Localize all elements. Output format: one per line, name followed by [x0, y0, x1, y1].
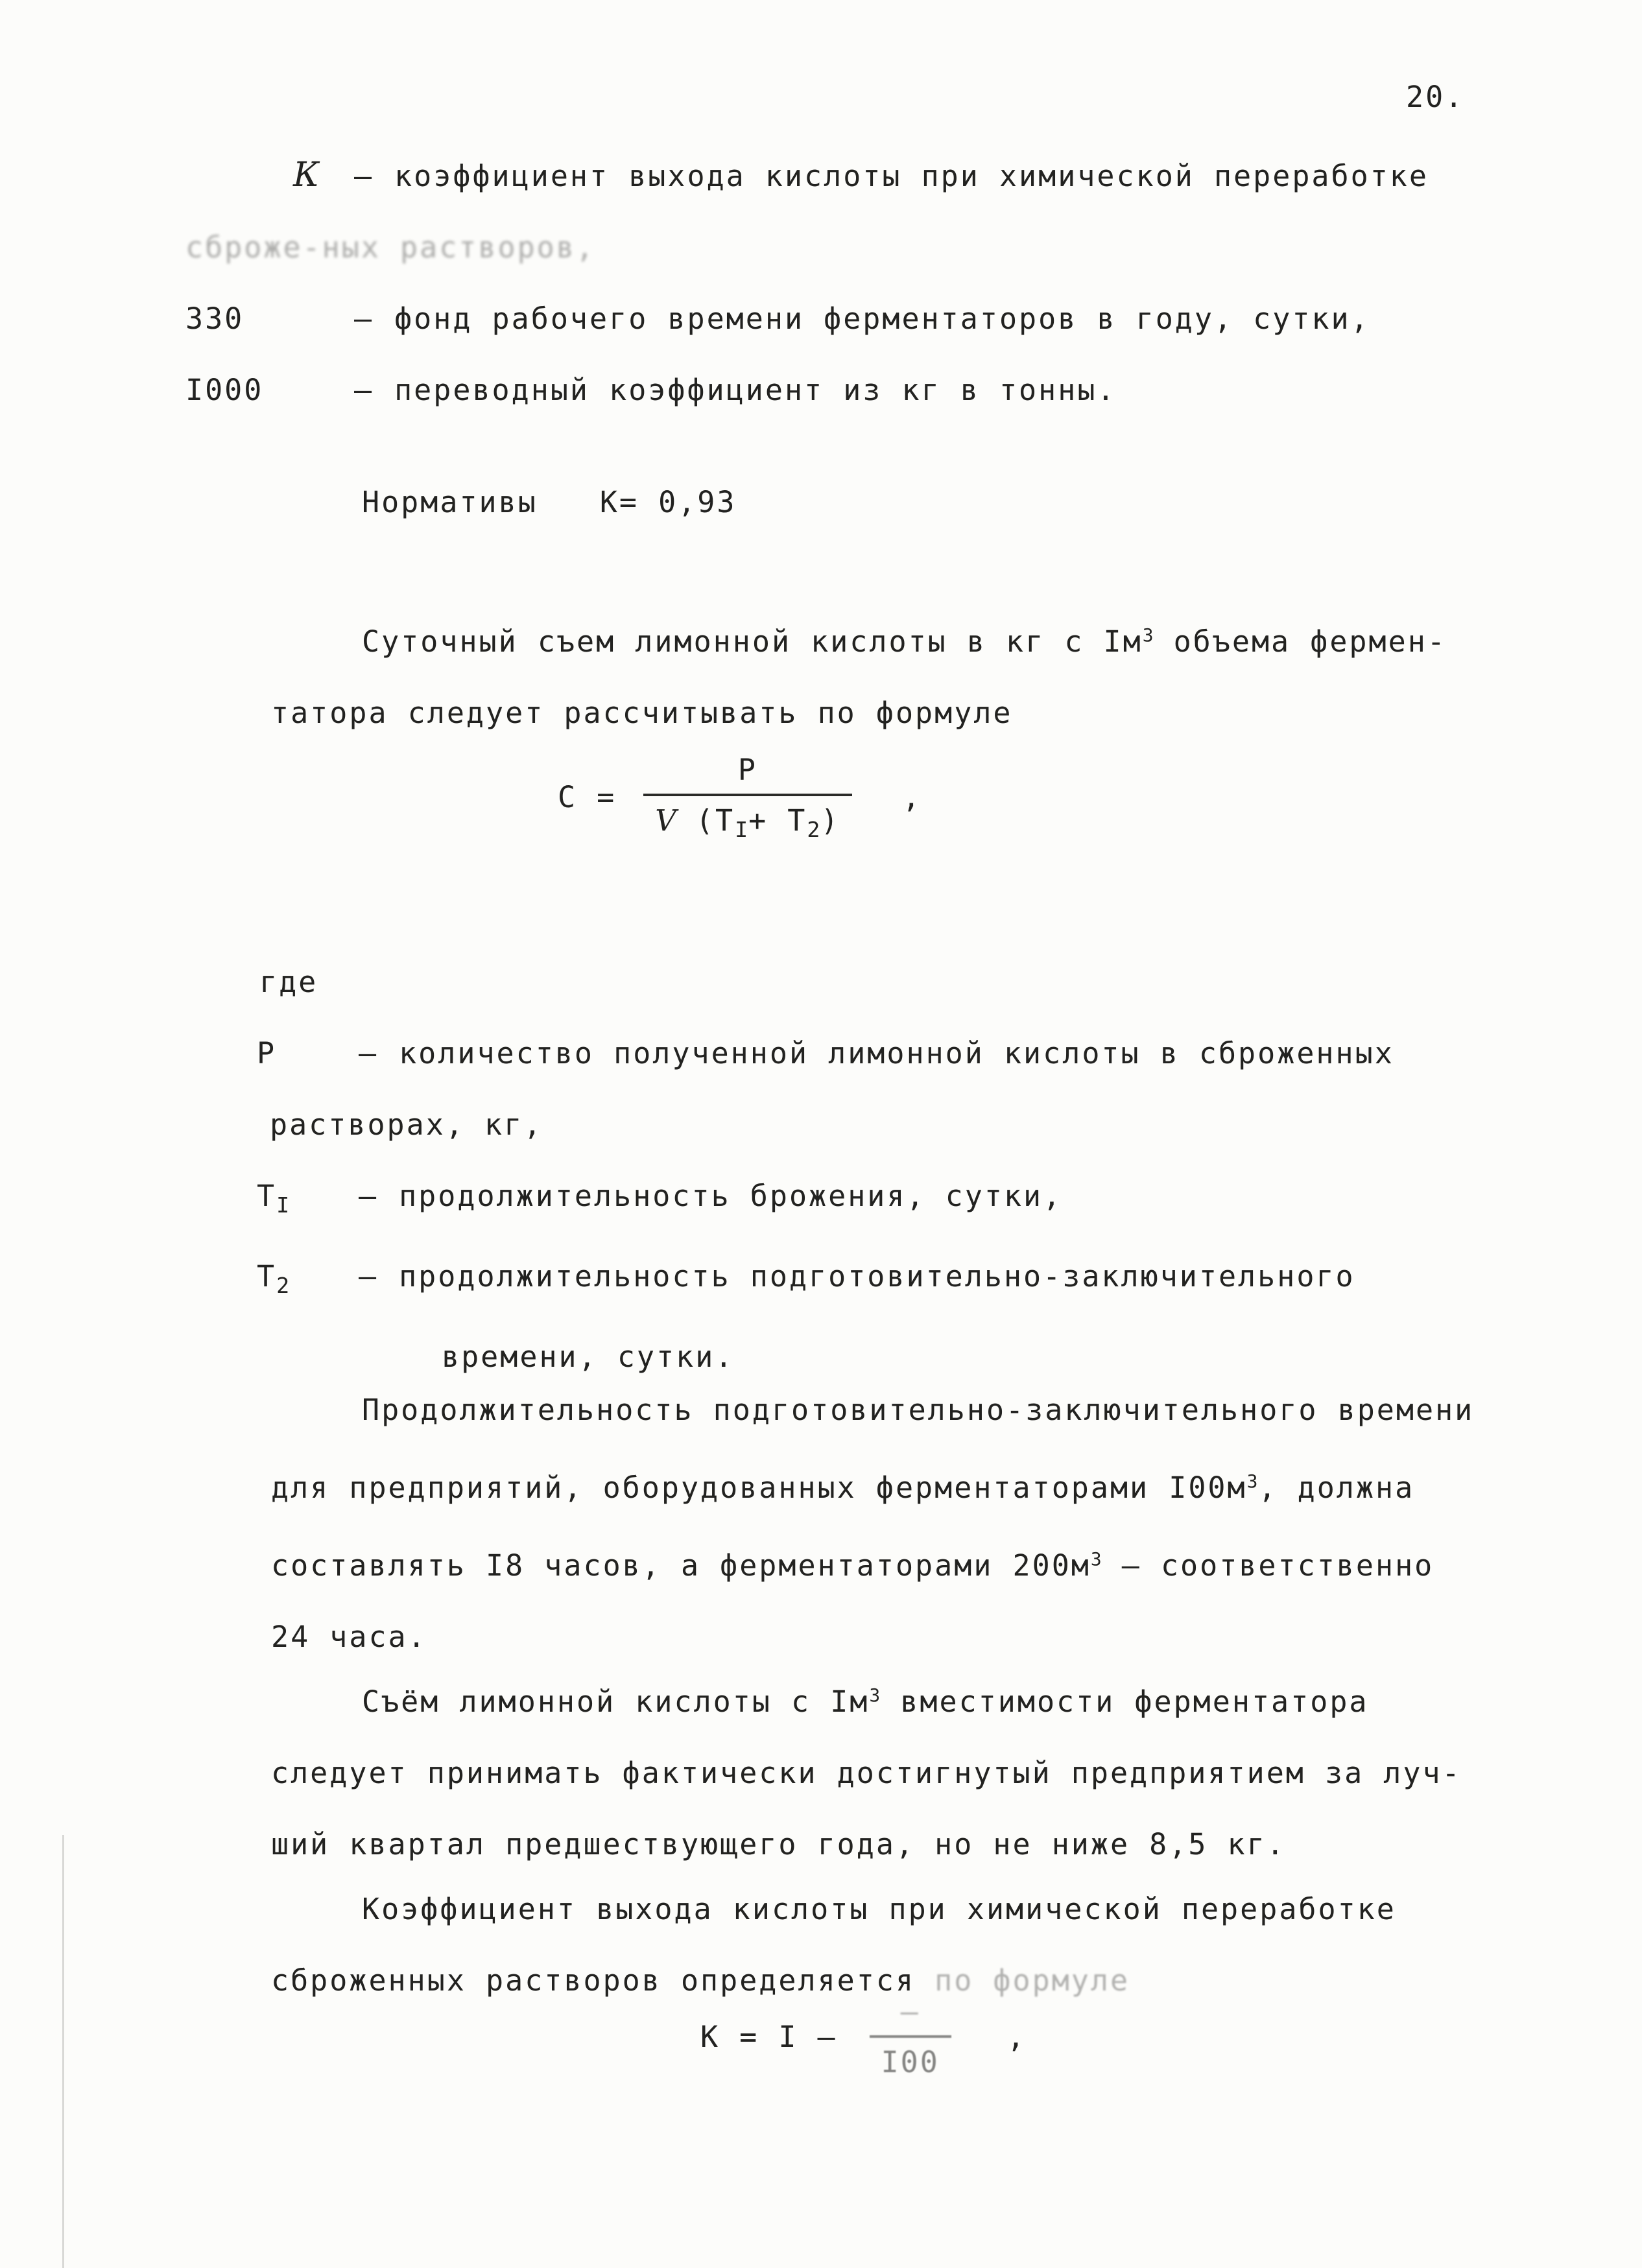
paragraph-duration	[271, 1375, 1474, 1673]
duration-text-a: для предприятий, оборудованных ферментаторами I00м	[271, 1471, 1247, 1505]
definition-k	[185, 139, 1429, 212]
koef-text-a: сброженных растворов определяется	[271, 1963, 935, 1998]
formula1-comma: ,	[902, 780, 922, 815]
definition-t2-text: продолжительность подготовительно-заключительного	[399, 1259, 1355, 1293]
subscript-1: I	[735, 817, 749, 843]
paragraph-daily-yield	[271, 600, 1447, 749]
definition-330-text: фонд рабочего времени ферментаторов в году, сутки,	[394, 301, 1370, 336]
paragraph-koef-line1: Коэффициент выхода кислоты при химической переработке	[362, 1892, 1396, 1926]
superscript-3: 3	[1246, 1471, 1259, 1492]
definition-1000-dash: –	[354, 373, 374, 407]
definition-t1-term	[257, 1161, 359, 1241]
definition-1000-text: переводный коэффициент из кг в тонны.	[394, 373, 1117, 407]
definition-330-term: 330	[185, 301, 244, 336]
t2-letter: Т	[257, 1259, 277, 1293]
definition-1000-term-col	[185, 355, 354, 426]
definition-p-text: количество полученной лимонной кислоты в сброженных	[399, 1036, 1394, 1070]
formula2-comma: ,	[1006, 2020, 1027, 2055]
definitions-top	[185, 139, 1429, 426]
where-label: где	[259, 965, 318, 999]
koef-text-faded: по формуле	[934, 1963, 1130, 1998]
paragraph-duration-line2	[271, 1446, 1474, 1524]
definition-t2-continuation: времени, сутки.	[442, 1340, 735, 1374]
formula2-denominator: I00	[870, 2035, 951, 2081]
daily-yield-text-a: Суточный съем лимонной кислоты в кг с Iм	[362, 624, 1143, 659]
definition-1000	[185, 355, 1429, 426]
definition-t2-dash: –	[359, 1259, 379, 1293]
page-number: 20.	[1406, 80, 1465, 114]
superscript-3: 3	[1090, 1548, 1102, 1570]
definition-t1-dash: –	[359, 1179, 379, 1213]
duration-text-b: , должна	[1258, 1471, 1415, 1505]
normativy-label: Нормативы	[362, 485, 538, 519]
definitions-formula	[257, 1018, 1394, 1393]
definition-k-text: коэффициент выхода кислоты при химической переработке	[394, 159, 1429, 193]
formula-coefficient	[700, 1994, 1027, 2081]
formula1-lhs: С =	[558, 780, 617, 815]
definition-t1-text: продолжительность брожения, сутки,	[399, 1179, 1063, 1213]
superscript-3: 3	[869, 1684, 881, 1706]
duration-text-c: составлять I8 часов, а ферментаторами 200м	[271, 1548, 1091, 1583]
paragraph-duration-line4: 24 часа.	[271, 1620, 427, 1654]
formula2-fraction	[864, 1994, 957, 2081]
paragraph-daily-yield-line2: татора следует рассчитывать по формуле	[271, 696, 1013, 730]
subscript-2: 2	[807, 817, 821, 843]
formula1-den-a: (Т	[676, 803, 735, 838]
normativy-value: К= 0,93	[599, 485, 737, 519]
daily-yield-text-b: объема фермен-	[1154, 624, 1447, 659]
t1-subscript: I	[276, 1192, 291, 1218]
paragraph-duration-line1: Продолжительность подготовительно-заключительного времени	[362, 1393, 1475, 1427]
definition-t1	[257, 1161, 1394, 1241]
definition-p-continuation: растворах, кг,	[270, 1107, 543, 1142]
superscript-3: 3	[1142, 624, 1154, 646]
paragraph-syom-line2: следует принимать фактически достигнутый предприятием за луч-	[271, 1756, 1462, 1790]
definition-p	[257, 1018, 1394, 1089]
definition-k-term: К	[293, 156, 320, 195]
definition-p-term: Р	[257, 1036, 277, 1070]
formula1-fraction	[643, 752, 851, 844]
normativy-line	[362, 467, 737, 538]
paragraph-duration-line3	[271, 1524, 1474, 1601]
syom-text-a: Съём лимонной кислоты с Iм	[362, 1684, 870, 1719]
paragraph-syom-line3: ший квартал предшествующего года, но не ниже 8,5 кг.	[271, 1827, 1286, 1861]
formula1-den-b: + Т	[748, 803, 807, 838]
t1-letter: Т	[257, 1179, 277, 1213]
t2-subscript: 2	[276, 1273, 291, 1298]
definition-1000-term: I000	[185, 373, 264, 407]
scan-artifact-line	[62, 1835, 64, 2268]
paragraph-syom	[271, 1660, 1462, 1880]
duration-text-d: – соответственно	[1102, 1548, 1434, 1583]
formula1-denominator	[643, 794, 851, 844]
formula1-volume-symbol: V	[655, 803, 676, 838]
definition-330-dash: –	[354, 301, 374, 336]
definition-t2	[257, 1241, 1394, 1321]
definition-330-term-col	[185, 283, 354, 355]
formula1-numerator: Р	[737, 753, 757, 787]
formula2-numerator: —	[900, 1994, 920, 2029]
formula-daily-yield	[558, 752, 922, 844]
definition-k-dash: –	[354, 159, 374, 193]
syom-text-b: вместимости ферментатора	[881, 1684, 1369, 1719]
definition-k-term-col	[185, 139, 354, 212]
paragraph-syom-line1	[271, 1660, 1462, 1738]
paragraph-daily-yield-line1	[271, 600, 1447, 678]
formula2-lhs: К = I –	[700, 2020, 837, 2055]
definition-k-continuation: сброже-ных растворов,	[185, 230, 595, 265]
definition-330	[185, 283, 1429, 355]
formula1-den-c: )	[820, 803, 840, 838]
definition-p-dash: –	[359, 1036, 379, 1070]
definition-t2-term	[257, 1241, 359, 1321]
